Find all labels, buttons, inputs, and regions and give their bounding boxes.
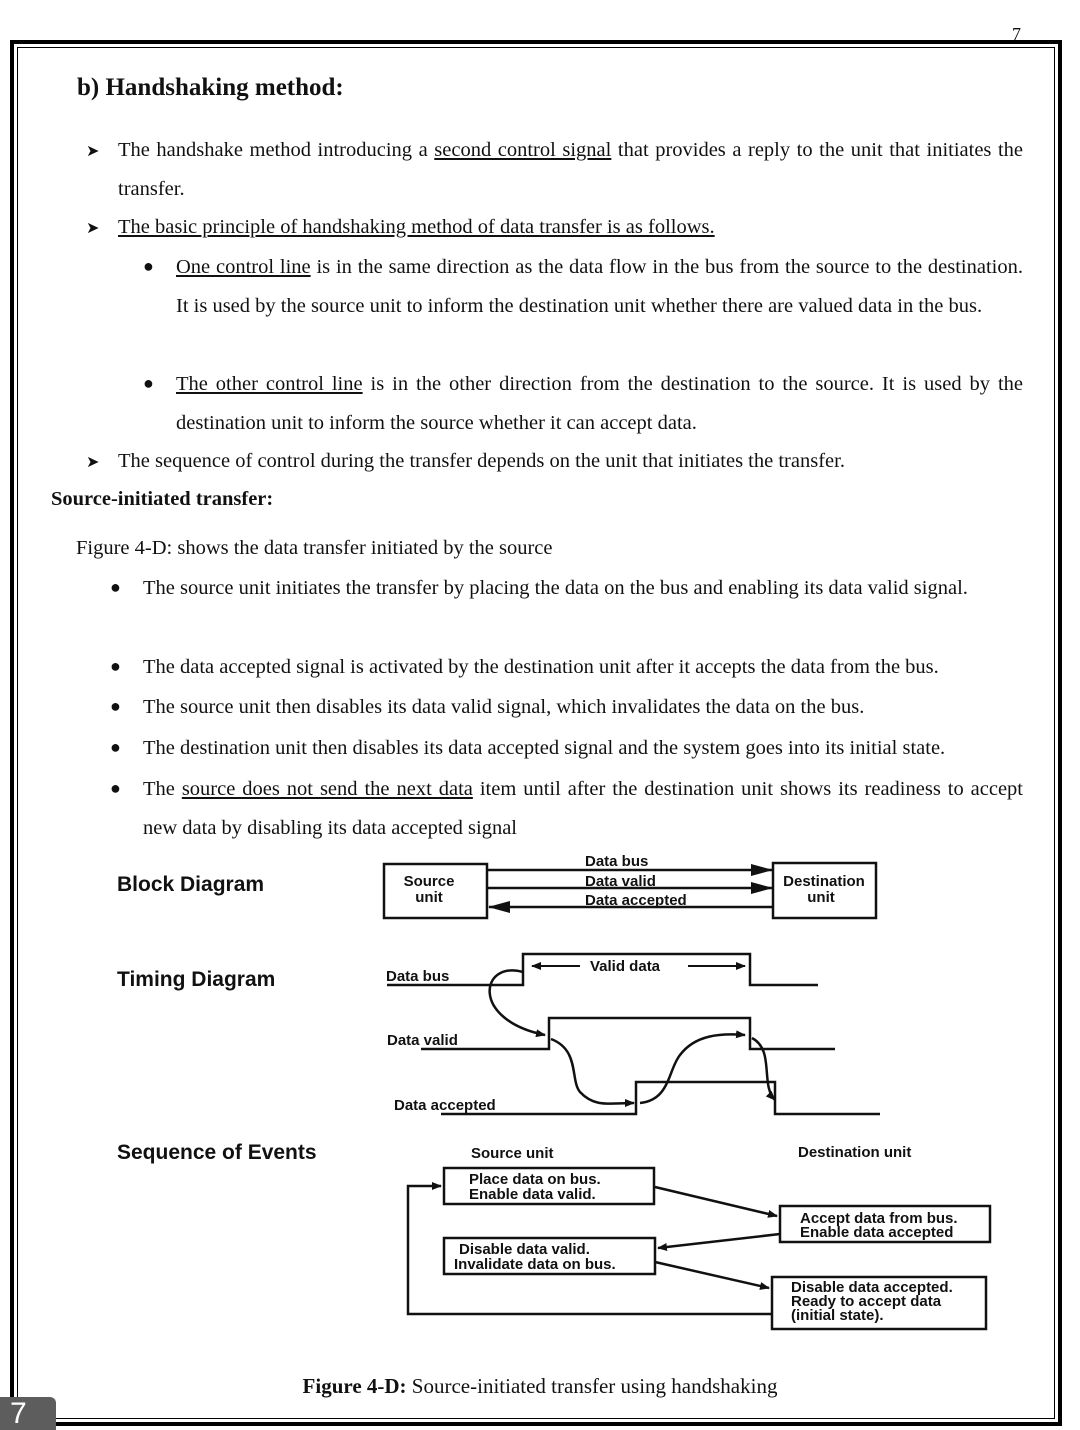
- svg-text:Data bus: Data bus: [585, 853, 649, 870]
- subsection-title: Source-initiated transfer:: [51, 488, 274, 510]
- page-badge: 7: [0, 1397, 56, 1430]
- point-2: The basic principle of handshaking method of data transfer is as follows.: [118, 216, 715, 238]
- svg-text:Disable data accepted.: Disable data accepted.: [791, 1279, 953, 1296]
- sequence-diagram: [408, 1144, 990, 1329]
- underlined-term: second control signal: [434, 139, 612, 161]
- svg-text:Enable data accepted: Enable data accepted: [800, 1224, 954, 1241]
- arrow-bullet-icon: ➤: [86, 143, 100, 160]
- svg-text:Accept data from bus.: Accept data from bus.: [800, 1210, 958, 1227]
- svg-text:(initial state).: (initial state).: [791, 1307, 884, 1324]
- bullet-icon: ●: [110, 577, 121, 597]
- svg-text:Source: Source: [403, 873, 455, 890]
- bullet-icon: ●: [110, 778, 121, 798]
- block-diagram-label: Block Diagram: [117, 873, 265, 896]
- bullet-icon: ●: [110, 696, 121, 716]
- step-4: The destination unit then disables its data accepted signal and the system goes into its initial state.: [143, 737, 946, 759]
- svg-text:Ready to accept data: Ready to accept data: [791, 1293, 942, 1310]
- svg-text:Data accepted: Data accepted: [585, 892, 687, 909]
- svg-text:Data accepted: Data accepted: [394, 1097, 496, 1114]
- svg-text:unit: unit: [415, 889, 443, 906]
- bullet-icon: ●: [110, 656, 121, 676]
- sequence-of-events-label: Sequence of Events: [117, 1141, 317, 1164]
- svg-text:Data valid: Data valid: [387, 1032, 458, 1049]
- section-title: b) Handshaking method:: [77, 74, 344, 101]
- svg-text:Source unit: Source unit: [471, 1145, 554, 1162]
- svg-text:Place data on bus.: Place data on bus.: [469, 1171, 601, 1188]
- arrow-bullet-icon: ➤: [86, 220, 100, 237]
- step-1: The source unit initiates the transfer by placing the data on the bus and enabling its data valid signal.: [143, 577, 968, 599]
- timing-diagram-label: Timing Diagram: [117, 968, 276, 991]
- figure-caption: Figure 4-D: Source-initiated transfer using handshaking: [302, 1374, 778, 1398]
- block-diagram: [384, 853, 876, 918]
- svg-text:Disable data valid.: Disable data valid.: [459, 1241, 590, 1258]
- step-5: The source does not send the next data item until after the destination unit shows its readiness to accept new data by disabling its data accepted signal: [143, 778, 1023, 839]
- timing-diagram: [387, 954, 880, 1114]
- bullet-icon: ●: [110, 737, 121, 757]
- svg-text:Invalidate data on bus.: Invalidate data on bus.: [454, 1256, 616, 1273]
- step-3: The source unit then disables its data valid signal, which invalidates the data on the bus.: [143, 696, 865, 718]
- sub-point-1: One control line is in the same direction as the data flow in the bus from the source to the destination. It is used by the source unit to inform the destination unit whether there are valued data in the bus.: [176, 256, 1023, 317]
- svg-text:Destination unit: Destination unit: [798, 1144, 912, 1161]
- page-number: 7: [1012, 24, 1021, 44]
- svg-text:Data valid: Data valid: [585, 873, 656, 890]
- svg-text:Enable data valid.: Enable data valid.: [469, 1186, 596, 1203]
- bullet-icon: ●: [143, 373, 154, 393]
- arrow-bullet-icon: ➤: [86, 454, 100, 471]
- svg-text:Data bus: Data bus: [386, 968, 450, 985]
- point-3: The sequence of control during the transfer depends on the unit that initiates the transfer.: [118, 450, 845, 472]
- figure-intro: Figure 4-D: shows the data transfer initiated by the source: [76, 537, 553, 559]
- bullet-icon: ●: [143, 256, 154, 276]
- sub-point-2: The other control line is in the other direction from the destination to the source. It is used by the destination unit to inform the source whether it can accept data.: [176, 373, 1023, 434]
- step-2: The data accepted signal is activated by the destination unit after it accepts the data from the bus.: [143, 656, 939, 678]
- svg-text:Destination: Destination: [783, 873, 865, 890]
- svg-text:Valid data: Valid data: [590, 958, 661, 975]
- svg-text:unit: unit: [807, 889, 835, 906]
- point-1: The handshake method introducing a second control signal that provides a reply to the unit that initiates the transfer.: [118, 139, 1023, 200]
